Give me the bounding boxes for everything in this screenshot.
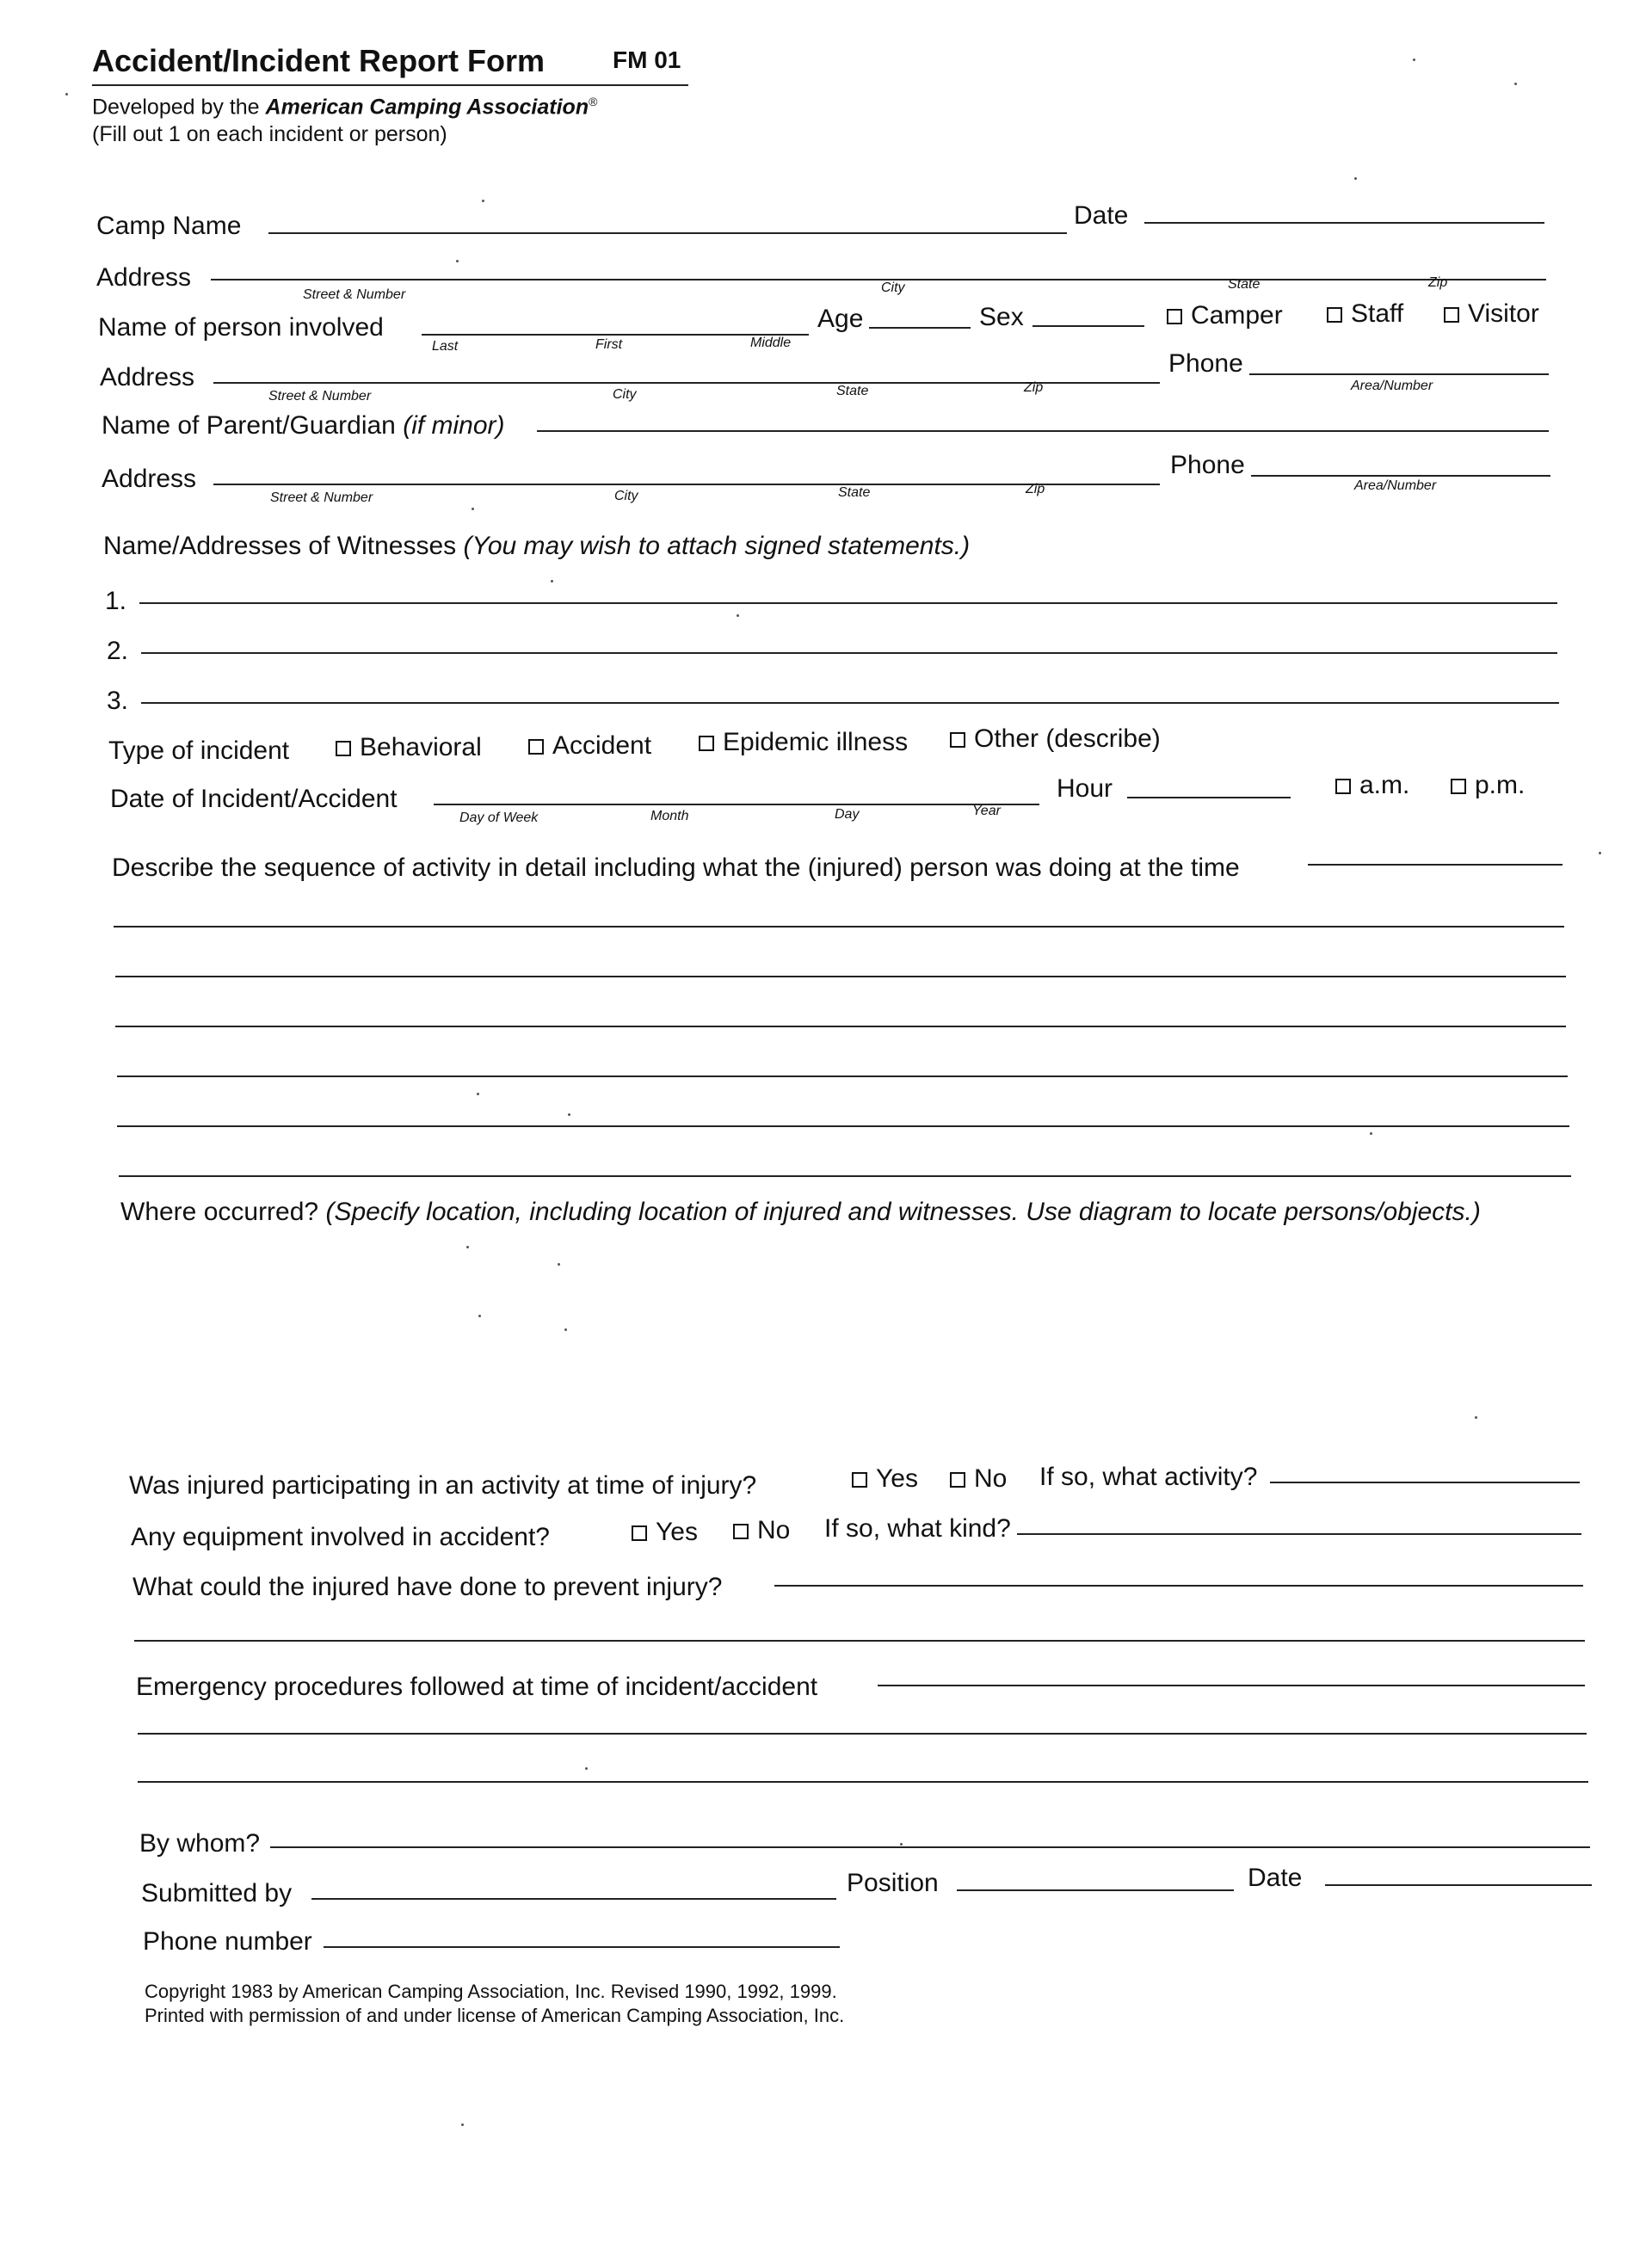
option-other[interactable] bbox=[950, 724, 1161, 754]
option-staff-label: Staff bbox=[1351, 299, 1404, 328]
describe-field-inline[interactable] bbox=[1308, 864, 1563, 866]
parent-phone-label: Phone bbox=[1170, 451, 1245, 479]
caption-zip-3: Zip bbox=[1026, 482, 1045, 496]
hour-label: Hour bbox=[1057, 774, 1113, 803]
prevent-line-1[interactable] bbox=[134, 1640, 1585, 1642]
scan-speck bbox=[568, 1113, 570, 1116]
caption-street-3: Street & Number bbox=[270, 490, 373, 505]
equipment-yes[interactable] bbox=[632, 1518, 698, 1547]
parent-name-field[interactable] bbox=[537, 430, 1549, 432]
title-underline bbox=[92, 84, 688, 86]
option-accident[interactable] bbox=[528, 731, 651, 761]
witnesses-suffix: (You may wish to attach signed statements.) bbox=[463, 532, 971, 560]
parent-name-suffix: (if minor) bbox=[403, 411, 505, 440]
caption-street-2: Street & Number bbox=[268, 389, 372, 404]
caption-zip-2: Zip bbox=[1024, 380, 1044, 395]
where-prefix: Where occurred? bbox=[120, 1198, 319, 1226]
scan-speck bbox=[737, 614, 739, 617]
date-field[interactable] bbox=[1144, 222, 1544, 224]
equipment-yes-label: Yes bbox=[656, 1518, 698, 1546]
caption-month: Month bbox=[650, 809, 689, 823]
emergency-field-inline[interactable] bbox=[878, 1685, 1585, 1686]
age-label: Age bbox=[817, 305, 864, 333]
emergency-label: Emergency procedures followed at time of incident/accident bbox=[136, 1673, 818, 1701]
witness-2-label: 2. bbox=[107, 637, 129, 665]
emergency-line-1[interactable] bbox=[138, 1733, 1587, 1735]
parent-name-prefix: Name of Parent/Guardian bbox=[102, 411, 396, 440]
describe-line-6[interactable] bbox=[119, 1175, 1571, 1177]
scan-speck bbox=[477, 1093, 479, 1095]
describe-line-3[interactable] bbox=[115, 1026, 1566, 1027]
checkbox-other[interactable] bbox=[950, 732, 965, 748]
caption-area-number: Area/Number bbox=[1351, 379, 1433, 393]
person-address-field[interactable] bbox=[213, 382, 1160, 384]
equipment-no-label: No bbox=[757, 1516, 791, 1544]
option-epidemic[interactable] bbox=[699, 728, 908, 757]
where-suffix: (Specify location, including location of injured and witnesses. Use diagram to locate persons/objects.) bbox=[325, 1198, 1481, 1226]
option-pm-label: p.m. bbox=[1475, 771, 1526, 799]
position-label: Position bbox=[847, 1869, 939, 1897]
parent-address-label: Address bbox=[102, 465, 197, 493]
checkbox-participating-no[interactable] bbox=[950, 1472, 965, 1488]
participating-yes[interactable] bbox=[852, 1464, 918, 1494]
age-field[interactable] bbox=[869, 327, 971, 329]
developed-by bbox=[92, 95, 597, 120]
witness-3-label: 3. bbox=[107, 687, 129, 715]
registered-mark: ® bbox=[589, 95, 598, 108]
instruction: (Fill out 1 on each incident or person) bbox=[92, 122, 447, 146]
option-behavioral-label: Behavioral bbox=[360, 733, 482, 761]
checkbox-am[interactable] bbox=[1335, 779, 1351, 794]
witness-1-field[interactable] bbox=[139, 602, 1557, 604]
where-diagram-area[interactable] bbox=[120, 1241, 1566, 1447]
checkbox-pm[interactable] bbox=[1451, 779, 1466, 794]
copyright-line: Copyright 1983 by American Camping Association, Inc. Revised 1990, 1992, 1999. bbox=[145, 1981, 837, 2002]
submitted-by-field[interactable] bbox=[311, 1898, 836, 1900]
emergency-line-2[interactable] bbox=[138, 1781, 1588, 1783]
caption-state: State bbox=[1228, 277, 1261, 292]
scan-speck bbox=[1413, 59, 1415, 61]
caption-first: First bbox=[595, 337, 623, 352]
caption-city: City bbox=[881, 280, 905, 295]
person-name-label: Name of person involved bbox=[98, 313, 384, 342]
witness-3-field[interactable] bbox=[141, 702, 1559, 704]
describe-label: Describe the sequence of activity in detail including what the (injured) person was doing at the time bbox=[112, 854, 1240, 882]
checkbox-behavioral[interactable] bbox=[336, 741, 351, 756]
license-line: Printed with permission of and under license of American Camping Association, Inc. bbox=[145, 2005, 845, 2026]
type-incident-label: Type of incident bbox=[108, 736, 290, 765]
scan-speck bbox=[1514, 83, 1517, 85]
describe-line-2[interactable] bbox=[115, 976, 1566, 977]
caption-day-of-week: Day of Week bbox=[459, 810, 539, 825]
option-camper-label: Camper bbox=[1191, 301, 1283, 330]
phone-number-field[interactable] bbox=[324, 1946, 840, 1948]
what-kind-label: If so, what kind? bbox=[824, 1514, 1011, 1543]
parent-name-label bbox=[102, 411, 505, 441]
scan-speck bbox=[585, 1767, 588, 1770]
checkbox-visitor[interactable] bbox=[1444, 307, 1459, 323]
scan-speck bbox=[478, 1315, 481, 1317]
option-am-label: a.m. bbox=[1359, 771, 1410, 799]
describe-line-5[interactable] bbox=[117, 1125, 1569, 1127]
what-kind-field[interactable] bbox=[1017, 1533, 1581, 1535]
describe-line-1[interactable] bbox=[114, 926, 1564, 928]
scan-speck bbox=[456, 260, 459, 262]
option-staff[interactable] bbox=[1327, 299, 1403, 329]
camp-address-field[interactable] bbox=[211, 279, 1546, 280]
form-title: Accident/Incident Report Form bbox=[92, 43, 546, 78]
option-accident-label: Accident bbox=[552, 731, 652, 760]
developed-org: American Camping Association bbox=[265, 95, 589, 120]
witness-2-field[interactable] bbox=[141, 652, 1557, 654]
checkbox-equipment-yes[interactable] bbox=[632, 1525, 647, 1541]
participating-no[interactable] bbox=[950, 1464, 1007, 1494]
scan-speck bbox=[1599, 852, 1601, 854]
sex-field[interactable] bbox=[1032, 325, 1144, 327]
scan-speck bbox=[564, 1328, 567, 1331]
submitted-date-label: Date bbox=[1248, 1864, 1303, 1892]
person-phone-field[interactable] bbox=[1249, 373, 1549, 375]
caption-year: Year bbox=[972, 804, 1001, 818]
developed-prefix: Developed by the bbox=[92, 95, 260, 120]
by-whom-label: By whom? bbox=[139, 1829, 261, 1858]
by-whom-field[interactable] bbox=[270, 1846, 1590, 1848]
parent-phone-field[interactable] bbox=[1251, 475, 1550, 477]
camp-address-label: Address bbox=[96, 263, 192, 292]
scan-speck bbox=[472, 508, 474, 510]
person-phone-label: Phone bbox=[1168, 349, 1243, 378]
witnesses-label bbox=[103, 532, 970, 561]
participating-label: Was injured participating in an activity at time of injury? bbox=[129, 1471, 757, 1500]
caption-zip: Zip bbox=[1428, 275, 1448, 290]
checkbox-epidemic[interactable] bbox=[699, 736, 714, 751]
describe-line-4[interactable] bbox=[117, 1075, 1568, 1077]
parent-address-field[interactable] bbox=[213, 484, 1160, 485]
caption-middle: Middle bbox=[750, 336, 792, 350]
option-other-label: Other (describe) bbox=[974, 724, 1161, 753]
scan-speck bbox=[1475, 1416, 1477, 1419]
scan-speck bbox=[558, 1263, 560, 1266]
participating-no-label: No bbox=[974, 1464, 1008, 1493]
sex-label: Sex bbox=[979, 303, 1024, 331]
caption-city-2: City bbox=[613, 387, 637, 402]
caption-city-3: City bbox=[614, 489, 638, 503]
scan-speck bbox=[482, 200, 484, 202]
witnesses-prefix: Name/Addresses of Witnesses bbox=[103, 532, 457, 560]
option-am[interactable] bbox=[1335, 771, 1409, 800]
prevent-label: What could the injured have done to prevent injury? bbox=[133, 1573, 723, 1601]
date-incident-label: Date of Incident/Accident bbox=[110, 785, 398, 813]
caption-state-3: State bbox=[838, 485, 871, 500]
phone-number-label: Phone number bbox=[143, 1927, 312, 1956]
equipment-label: Any equipment involved in accident? bbox=[131, 1523, 550, 1551]
participating-yes-label: Yes bbox=[876, 1464, 918, 1493]
option-pm[interactable] bbox=[1451, 771, 1525, 800]
scan-speck bbox=[1354, 177, 1357, 180]
position-field[interactable] bbox=[957, 1889, 1234, 1891]
witness-1-label: 1. bbox=[105, 587, 127, 615]
option-epidemic-label: Epidemic illness bbox=[723, 728, 909, 756]
caption-area-number-2: Area/Number bbox=[1354, 478, 1437, 493]
checkbox-accident[interactable] bbox=[528, 739, 544, 755]
submitted-by-label: Submitted by bbox=[141, 1879, 293, 1907]
scan-speck bbox=[466, 1246, 469, 1248]
caption-day: Day bbox=[835, 807, 860, 822]
equipment-no[interactable] bbox=[733, 1516, 790, 1545]
camp-name-label: Camp Name bbox=[96, 212, 242, 240]
checkbox-camper[interactable] bbox=[1167, 309, 1182, 324]
option-camper[interactable] bbox=[1167, 301, 1283, 330]
submitted-date-field[interactable] bbox=[1325, 1884, 1592, 1886]
checkbox-participating-yes[interactable] bbox=[852, 1472, 867, 1488]
person-address-label: Address bbox=[100, 363, 195, 391]
camp-name-field[interactable] bbox=[268, 232, 1067, 234]
checkbox-staff[interactable] bbox=[1327, 307, 1342, 323]
scan-speck bbox=[1370, 1132, 1372, 1135]
where-label bbox=[120, 1198, 1481, 1227]
caption-street: Street & Number bbox=[303, 287, 406, 302]
date-label: Date bbox=[1074, 201, 1129, 230]
prevent-field-inline[interactable] bbox=[774, 1585, 1583, 1587]
option-behavioral[interactable] bbox=[336, 733, 482, 762]
checkbox-equipment-no[interactable] bbox=[733, 1524, 749, 1539]
what-activity-field[interactable] bbox=[1270, 1482, 1580, 1483]
hour-field[interactable] bbox=[1127, 797, 1291, 798]
what-activity-label: If so, what activity? bbox=[1039, 1463, 1258, 1491]
option-visitor-label: Visitor bbox=[1468, 299, 1539, 328]
caption-last: Last bbox=[432, 339, 459, 354]
date-incident-field[interactable] bbox=[434, 804, 1039, 805]
scan-speck bbox=[551, 580, 553, 582]
scan-speck bbox=[65, 93, 68, 96]
caption-state-2: State bbox=[836, 384, 869, 398]
form-number: FM 01 bbox=[613, 46, 681, 73]
option-visitor[interactable] bbox=[1444, 299, 1539, 329]
scan-speck bbox=[900, 1843, 903, 1846]
scan-speck bbox=[461, 2123, 464, 2126]
